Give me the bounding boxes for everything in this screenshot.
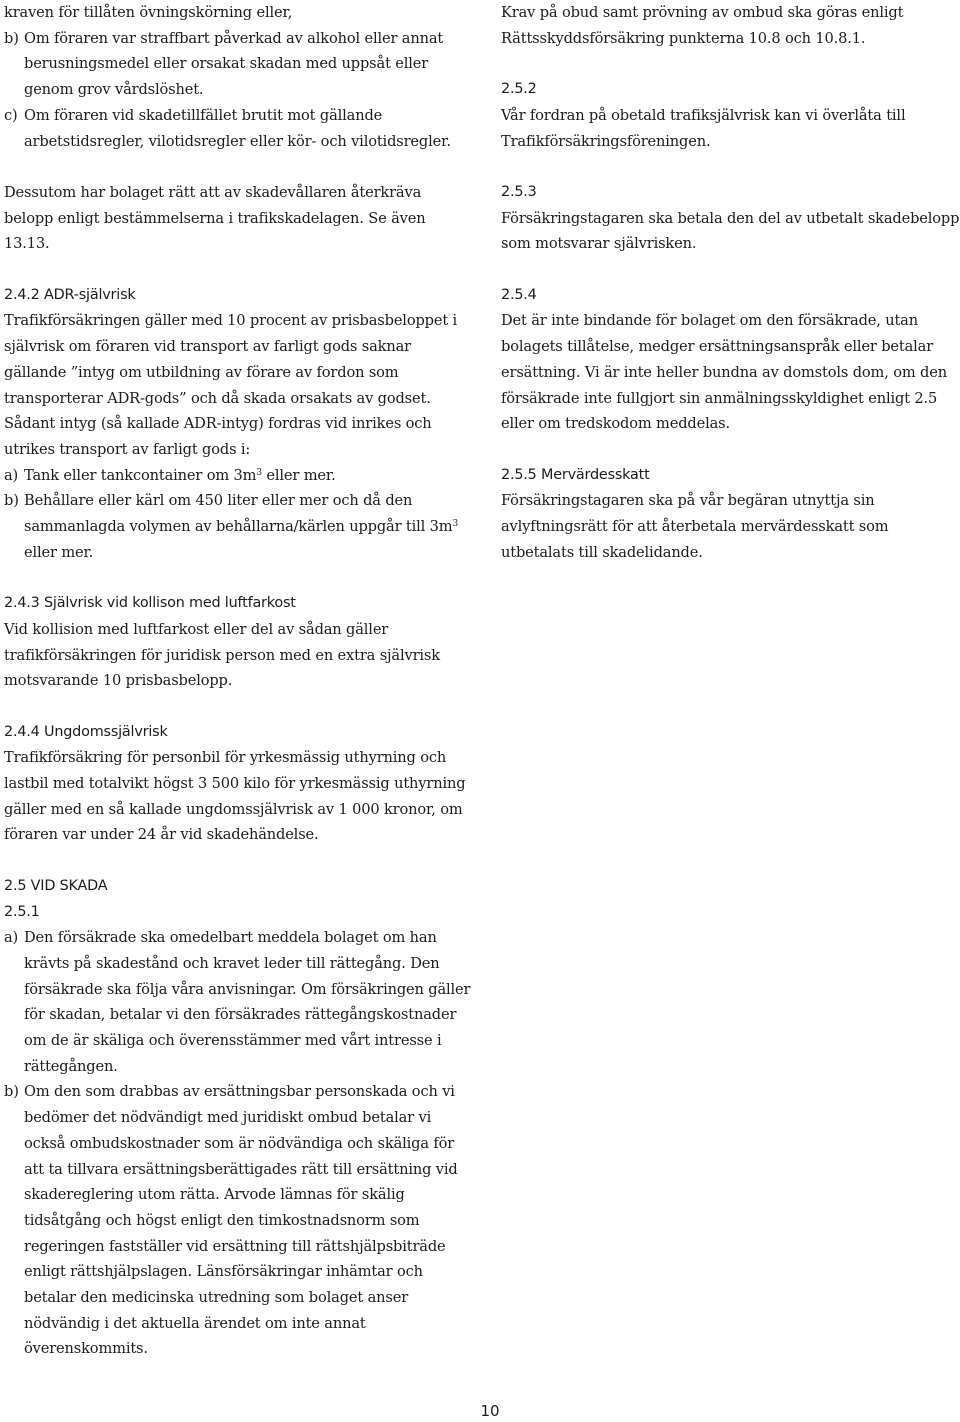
section-heading-2-5-2: 2.5.2 xyxy=(501,81,537,98)
section-heading-2-4-4: 2.4.4 Ungdomssjälvrisk xyxy=(4,723,168,740)
list-marker: a) xyxy=(4,466,19,484)
section-heading-2-5: 2.5 VID SKADA xyxy=(4,877,108,894)
list-item xyxy=(4,925,474,1079)
fordran-paragraph: Vår fordran på obetald trafiksjälvrisk kan vi överlåta till Trafikförsäkringsföreningen. xyxy=(501,106,906,150)
luftfarkost-paragraph: Vid kollision med luftfarkost eller del av sådan gäller trafikförsäkringen för juridisk person med en extra självrisk motsvarande 10 prisbasbelopp. xyxy=(4,620,440,690)
list-marker: b) xyxy=(4,29,19,47)
section-heading-2-5-1: 2.5.1 xyxy=(4,903,40,920)
list-marker: b) xyxy=(4,492,19,510)
list-item xyxy=(4,1079,474,1362)
section-heading-2-5-4: 2.5.4 xyxy=(501,286,537,303)
list-text: Behållare eller kärl om 450 liter eller mer och då den sammanlagda volymen av behållarna/kärlen uppgår till $3m^3$ eller mer. xyxy=(24,492,459,561)
list-text: Om föraren var straffbart påverkad av alkohol eller annat berusningsmedel eller orsakat skadan med uppsåt eller genom grov vårdslöshet. xyxy=(24,29,444,99)
mervardesskatt-paragraph: Försäkringstagaren ska på vår begäran utnyttja sin avlyftningsrätt för att återbetala mervärdesskatt som utbetalats till skadelidande. xyxy=(501,492,889,561)
section-heading-2-5-5: 2.5.5 Mervärdesskatt xyxy=(501,466,650,483)
skadebelopp-paragraph: Försäkringstagaren ska betala den del av utbetalt skadebelopp som motsvarar självrisken. xyxy=(501,209,960,253)
bindande-paragraph: Det är inte bindande för bolaget om den försäkrade, utan bolagets tillåtelse, medger ersättningsanspråk eller betalar ersättning. Vi är inte heller bundna av domstols dom, om den försäkrade inte fullgjort sin anmälningsskyldighet enligt 2.5 eller om tredskodom meddelas. xyxy=(501,312,947,433)
list-item xyxy=(4,26,474,103)
section-heading-2-4-3: 2.4.3 Självrisk vid kollison med luftfarkost xyxy=(4,595,296,612)
list-text: Om föraren vid skadetillfället brutit mot gällande arbetstidsregler, vilotidsregler eller kör- och vilotidsregler. xyxy=(24,106,451,150)
left-column xyxy=(4,0,474,1362)
dessutom-paragraph: Dessutom har bolaget rätt att av skadevållaren återkräva belopp enligt bestämmelserna i trafikskadelagen. Se även 13.13. xyxy=(4,183,426,253)
ungdom-paragraph: Trafikförsäkring för personbil för yrkesmässig uthyrning och lastbil med totalvikt högst 3 500 kilo för yrkesmässig uthyrning gäller med en så kallade ungdomssjälvrisk av 1 000 kronor, om föraren var under 24 år vid skadehändelse. xyxy=(4,749,466,844)
list-item xyxy=(4,463,474,489)
list-text: Om den som drabbas av ersättningsbar personskada och vi bedömer det nödvändigt med juridiskt ombud betalar vi också ombudskostnader som är nödvändiga och skäliga för att ta tillvara ersättningsberättigades rätt till ersättning vid skadereglering utom rätta. Arvode lämnas för skälig tidsåtgång och högst enligt den timkostnadsnorm som regeringen fastställer vid ersättning till rättshjälpsbiträde enligt rättshjälpslagen. Länsförsäkringar inhämtar och betalar den medicinska utredning som bolaget anser nödvändig i det aktuella ärendet om inte annat överenskommits. xyxy=(24,1083,458,1358)
list-item xyxy=(4,103,474,154)
ombud-paragraph: Krav på obud samt prövning av ombud ska göras enligt Rättsskyddsförsäkring punkterna 10.8 och 10.8.1. xyxy=(501,4,904,47)
list-marker: a) xyxy=(4,929,19,947)
list-marker: b) xyxy=(4,1083,19,1101)
list-marker: c) xyxy=(4,106,18,124)
list-item xyxy=(4,488,474,565)
section-heading-2-4-2: 2.4.2 ADR-självrisk xyxy=(4,286,136,303)
intro-line: kraven för tillåten övningskörning eller, xyxy=(4,4,293,21)
list-text: Tank eller tankcontainer om $3m^3$ eller mer. xyxy=(24,466,336,484)
page-number: 10 xyxy=(480,1402,500,1420)
adr-paragraph-1: Trafikförsäkringen gäller med 10 procent av prisbasbeloppet i självrisk om föraren vid transport av farligt gods saknar gällande ”intyg om utbildning av förare av fordon som transporterar ADR-gods” och då skada orsakats av godset. xyxy=(4,312,458,407)
list-text: Den försäkrade ska omedelbart meddela bolaget om han krävts på skadestånd och kravet leder till rättegång. Den försäkrade ska följa våra anvisningar. Om försäkringen gäller för skadan, betalar vi den försäkrades rättegångskostnader om de är skäliga och överensstämmer med vårt intresse i rättegången. xyxy=(24,929,471,1075)
right-column xyxy=(501,0,960,565)
adr-paragraph-2: Sådant intyg (så kallade ADR-intyg) fordras vid inrikes och utrikes transport av farligt gods i: xyxy=(4,415,432,458)
section-heading-2-5-3: 2.5.3 xyxy=(501,183,537,200)
